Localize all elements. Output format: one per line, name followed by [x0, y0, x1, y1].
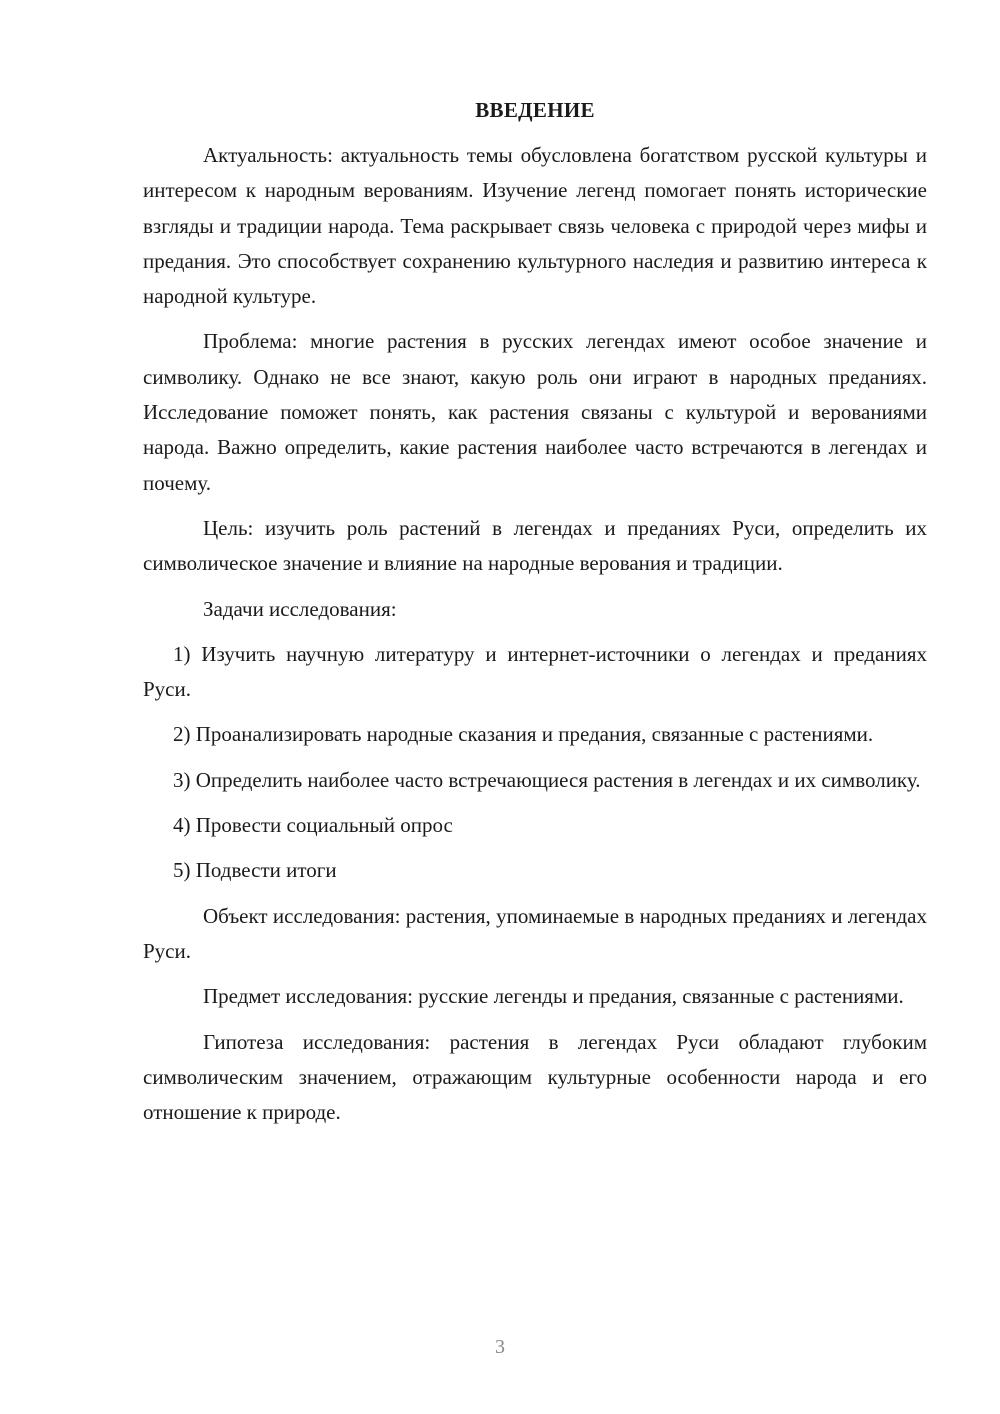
task-item-4: 4) Провести социальный опрос	[173, 813, 453, 838]
page-number: 3	[495, 1336, 505, 1358]
document-page	[143, 92, 927, 1130]
task-item-1: 1) Изучить научную литературу и интернет-источники о легендах и преданиях Руси.	[143, 641, 927, 702]
subject-paragraph: Предмет исследования: русские легенды и предания, связанные с растениями.	[203, 984, 904, 1009]
relevance-paragraph: Актуальность: актуальность темы обусловлена богатством русской культуры и интересом к народным верованиям. Изучение легенд помогает понять исторические взгляды и традиции народа. Тема раскрывает связь человека с природой через мифы и предания. Это способствует сохранению культурного наследия и развитию интереса к народной культуре.	[143, 143, 927, 309]
task-item-3: 3) Определить наиболее часто встречающиеся растения в легендах и их символику.	[173, 767, 921, 792]
task-item-5: 5) Подвести итоги	[173, 858, 337, 883]
problem-paragraph: Проблема: многие растения в русских легендах имеют особое значение и символику. Однако не все знают, какую роль они играют в народных преданиях. Исследование поможет понять, как растения связаны с культурой и верованиями народа. Важно определить, какие растения наиболее часто встречаются в легендах и почему.	[143, 329, 927, 495]
tasks-title: Задачи исследования:	[203, 596, 397, 621]
hypothesis-paragraph: Гипотеза исследования: растения в легендах Руси обладают глубоким символическим значением, отражающим культурные особенности народа и его отношение к природе.	[143, 1029, 927, 1125]
object-paragraph: Объект исследования: растения, упоминаемые в народных преданиях и легендах Руси.	[143, 903, 927, 963]
page-title: ВВЕДЕНИЕ	[475, 98, 595, 122]
task-item-2: 2) Проанализировать народные сказания и предания, связанные с растениями.	[173, 722, 874, 747]
goal-paragraph: Цель: изучить роль растений в легендах и преданиях Руси, определить их символическое значение и влияние на народные верования и традиции.	[143, 515, 927, 576]
